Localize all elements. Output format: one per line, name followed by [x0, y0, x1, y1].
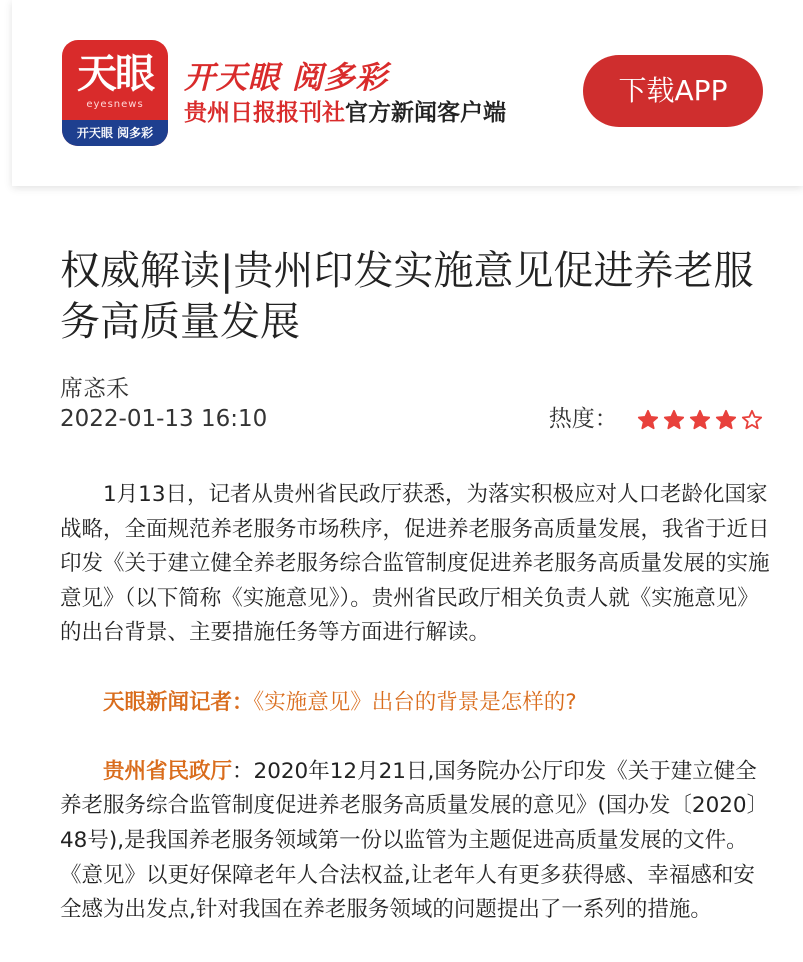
- article-body: [60, 478, 772, 962]
- answer-text: ：2020年12月21日,国务院办公厅印发《关于建立健全养老服务综合监管制度促进养老服务高质量发展的意见》(国办发〔2020〕48号),是我国养老服务领域第一份以监管为主题促进高质量发展的文件。《意见》以更好保障老年人合法权益,让老年人有更多获得感、幸福感和安全感为出发点,针对我国在养老服务领域的问题提出了一系列的措施。: [60, 758, 769, 923]
- article-author: 席忞禾: [60, 376, 129, 402]
- app-banner: [12, 0, 803, 186]
- star-filled-icon: [689, 409, 711, 431]
- heat-stars: [633, 405, 763, 435]
- answer-speaker: 贵州省民政厅: [103, 758, 233, 784]
- logo-bar-text: 开天眼 阅多彩: [62, 120, 168, 146]
- article-datetime: 2022-01-13 16:10: [60, 406, 268, 432]
- heat-label: 热度：: [548, 406, 618, 432]
- logo-sub-text: eyesnews: [86, 99, 144, 110]
- heat-rating: [549, 404, 763, 435]
- tagline-description: 官方新闻客户端: [345, 99, 506, 126]
- article-title: 权威解读|贵州印发实施意见促进养老服务高质量发展: [60, 248, 754, 345]
- tagline-publisher: 贵州日报报刊社: [184, 99, 345, 126]
- app-logo: [62, 40, 168, 146]
- star-filled-icon: [715, 409, 737, 431]
- download-app-button[interactable]: 下载APP: [583, 55, 763, 127]
- star-filled-icon: [637, 409, 659, 431]
- question-paragraph: [60, 686, 772, 721]
- app-tagline: [184, 99, 506, 127]
- star-filled-icon: [663, 409, 685, 431]
- star-outline-icon: [741, 409, 763, 431]
- article-paragraph: 1月13日，记者从贵州省民政厅获悉，为落实积极应对人口老龄化国家战略，全面规范养老服务市场秩序，促进养老服务高质量发展，我省于近日印发《关于建立健全养老服务综合监管制度促进养老服务高质量发展的实施意见》（以下简称《实施意见》）。贵州省民政厅相关负责人就《实施意见》的出台背景、主要措施任务等方面进行解读。: [60, 482, 770, 646]
- logo-main-text: 天眼: [77, 50, 153, 97]
- app-slogan: 开天眼 阅多彩: [184, 60, 388, 96]
- answer-paragraph: [60, 755, 772, 928]
- question-text: 《实施意见》出台的背景是怎样的?: [253, 689, 577, 715]
- question-speaker: 天眼新闻记者：: [103, 689, 254, 715]
